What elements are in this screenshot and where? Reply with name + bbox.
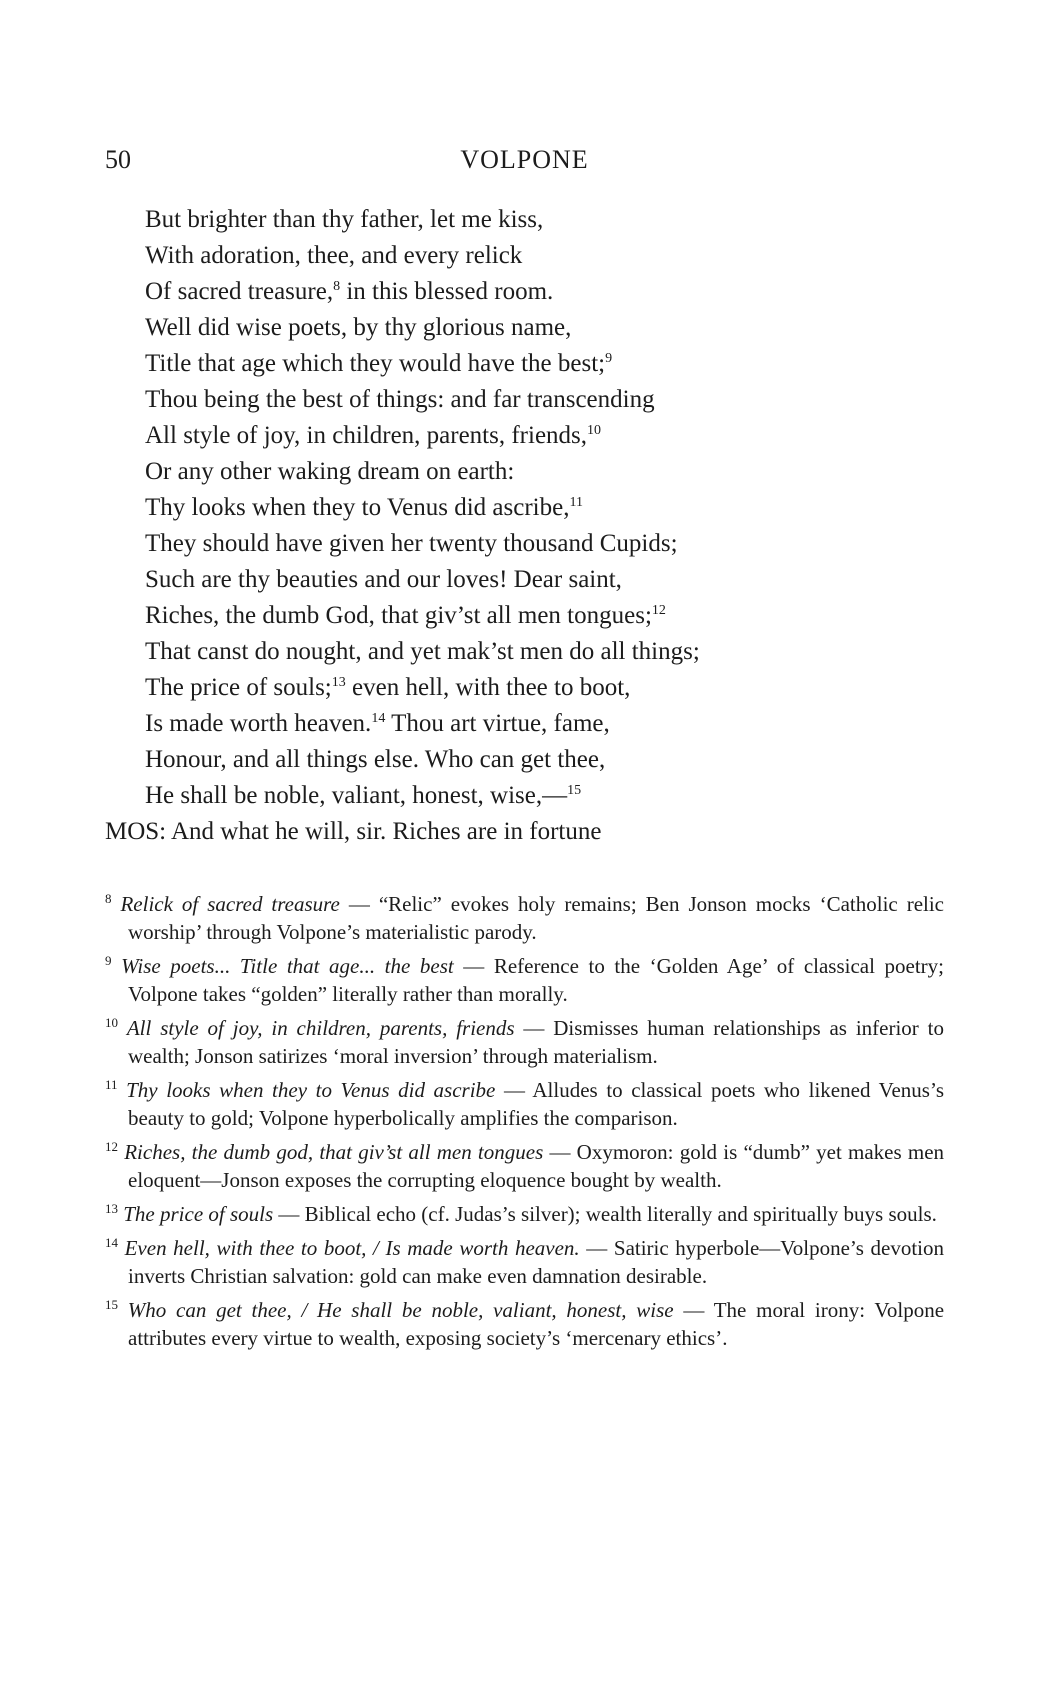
verse-line bbox=[145, 418, 944, 454]
footnote bbox=[105, 1296, 944, 1352]
footnote-text: — Reference to the ‘Golden Age’ of classical poetry; Volpone takes “golden” literally rather than morally. bbox=[128, 954, 944, 1006]
verse-line bbox=[145, 346, 944, 382]
footnote-ref: 10 bbox=[587, 423, 602, 438]
footnote-text: — “Relic” evokes holy remains; Ben Jonson mocks ‘Catholic relic worship’ through Volpone’s materialistic parody. bbox=[128, 892, 945, 944]
verse-line bbox=[145, 490, 944, 526]
footnote bbox=[105, 1200, 944, 1228]
footnote-ref: 15 bbox=[567, 783, 582, 798]
footnote-ref: 13 bbox=[331, 675, 346, 690]
verse-line bbox=[145, 382, 944, 418]
verse-line bbox=[145, 202, 944, 238]
footnote-lemma: Wise poets... Title that age... the best bbox=[121, 954, 454, 978]
footnote-text: — Alludes to classical poets who likened Venus’s beauty to gold; Volpone hyperbolically amplifies the comparison. bbox=[128, 1078, 944, 1130]
footnote-lemma: Thy looks when they to Venus did ascribe bbox=[126, 1078, 496, 1102]
footnote-number: 12 bbox=[105, 1139, 118, 1154]
verse-text: All style of joy, in children, parents, friends, bbox=[145, 422, 588, 449]
verse-text: With adoration, thee, and every relick bbox=[145, 242, 523, 269]
verse-text: The price of souls; bbox=[145, 674, 332, 701]
footnote-text: — Dismisses human relationships as inferior to wealth; Jonson satirizes ‘moral inversion’ through materialism. bbox=[128, 1016, 944, 1068]
footnote-number: 11 bbox=[105, 1077, 118, 1092]
footnote-lemma: The price of souls bbox=[123, 1202, 274, 1226]
page-number: 50 bbox=[105, 145, 131, 174]
verse-text: Is made worth heaven. bbox=[145, 710, 372, 737]
footnote-number: 14 bbox=[105, 1235, 118, 1250]
verse-text: Thy looks when they to Venus did ascribe, bbox=[145, 494, 570, 521]
footnote-text: — The moral irony: Volpone attributes every virtue to wealth, exposing society’s ‘mercenary ethics’. bbox=[128, 1298, 945, 1350]
footnote-number: 13 bbox=[105, 1201, 118, 1216]
verse-line bbox=[145, 526, 944, 562]
footnote-number: 10 bbox=[105, 1015, 118, 1030]
verse-text: Honour, and all things else. Who can get thee, bbox=[145, 746, 606, 773]
footnote-lemma: Who can get thee, / He shall be noble, valiant, honest, wise bbox=[127, 1298, 674, 1322]
verse-text: That canst do nought, and yet mak’st men do all things; bbox=[145, 638, 700, 665]
verse-line bbox=[145, 706, 944, 742]
footnote-number: 15 bbox=[105, 1297, 118, 1312]
footnote-ref: 14 bbox=[371, 711, 386, 726]
verse-text: He shall be noble, valiant, honest, wise,— bbox=[145, 782, 568, 809]
footnotes-section bbox=[105, 890, 944, 1352]
verse-line bbox=[145, 454, 944, 490]
verse-text: MOS: And what he will, sir. Riches are in fortune bbox=[105, 818, 602, 845]
verse-text: Thou being the best of things: and far transcending bbox=[145, 386, 655, 413]
footnote-ref: 9 bbox=[605, 351, 613, 366]
verse-line bbox=[145, 310, 944, 346]
verse-line bbox=[145, 742, 944, 778]
footnote bbox=[105, 1138, 944, 1194]
verse-block bbox=[105, 202, 944, 850]
footnote-lemma: Even hell, with thee to boot, / Is made worth heaven. bbox=[124, 1236, 580, 1260]
footnote bbox=[105, 890, 944, 946]
footnote-lemma: Relick of sacred treasure bbox=[120, 892, 340, 916]
footnote bbox=[105, 1234, 944, 1290]
verse-line bbox=[145, 670, 944, 706]
verse-line bbox=[145, 598, 944, 634]
verse-text: even hell, with thee to boot, bbox=[345, 674, 631, 701]
verse-text: Such are thy beauties and our loves! Dear saint, bbox=[145, 566, 622, 593]
verse-text: Well did wise poets, by thy glorious name, bbox=[145, 314, 572, 341]
footnote bbox=[105, 1076, 944, 1132]
footnote-text: — Satiric hyperbole—Volpone’s devotion inverts Christian salvation: gold can make even damnation desirable. bbox=[128, 1236, 944, 1288]
verse-line bbox=[145, 238, 944, 274]
verse-text: Thou art virtue, fame, bbox=[385, 710, 610, 737]
footnote-number: 9 bbox=[105, 953, 112, 968]
footnote-lemma: Riches, the dumb god, that giv’st all men tongues bbox=[124, 1140, 544, 1164]
verse-text: Title that age which they would have the best; bbox=[145, 350, 606, 377]
footnote-ref: 11 bbox=[569, 495, 583, 510]
verse-text: Riches, the dumb God, that giv’st all men tongues; bbox=[145, 602, 652, 629]
page-header bbox=[105, 142, 944, 178]
footnote-text: — Biblical echo (cf. Judas’s silver); wealth literally and spiritually buys souls. bbox=[273, 1202, 937, 1226]
verse-line bbox=[145, 778, 944, 814]
running-title: VOLPONE bbox=[460, 145, 589, 174]
footnote-number: 8 bbox=[105, 891, 112, 906]
verse-line bbox=[145, 634, 944, 670]
verse-line bbox=[145, 562, 944, 598]
verse-text: Or any other waking dream on earth: bbox=[145, 458, 515, 485]
verse-text: But brighter than thy father, let me kiss, bbox=[145, 206, 544, 233]
footnote-ref: 8 bbox=[333, 279, 341, 294]
verse-line bbox=[105, 814, 944, 850]
verse-text: Of sacred treasure, bbox=[145, 278, 334, 305]
footnote bbox=[105, 1014, 944, 1070]
footnote-lemma: All style of joy, in children, parents, friends bbox=[126, 1016, 515, 1040]
verse-line bbox=[145, 274, 944, 310]
footnote bbox=[105, 952, 944, 1008]
verse-text: in this blessed room. bbox=[340, 278, 554, 305]
footnote-ref: 12 bbox=[651, 603, 666, 618]
verse-text: They should have given her twenty thousand Cupids; bbox=[145, 530, 678, 557]
footnote-text: — Oxymoron: gold is “dumb” yet makes men eloquent—Jonson exposes the corrupting eloquence bought by wealth. bbox=[128, 1140, 945, 1192]
